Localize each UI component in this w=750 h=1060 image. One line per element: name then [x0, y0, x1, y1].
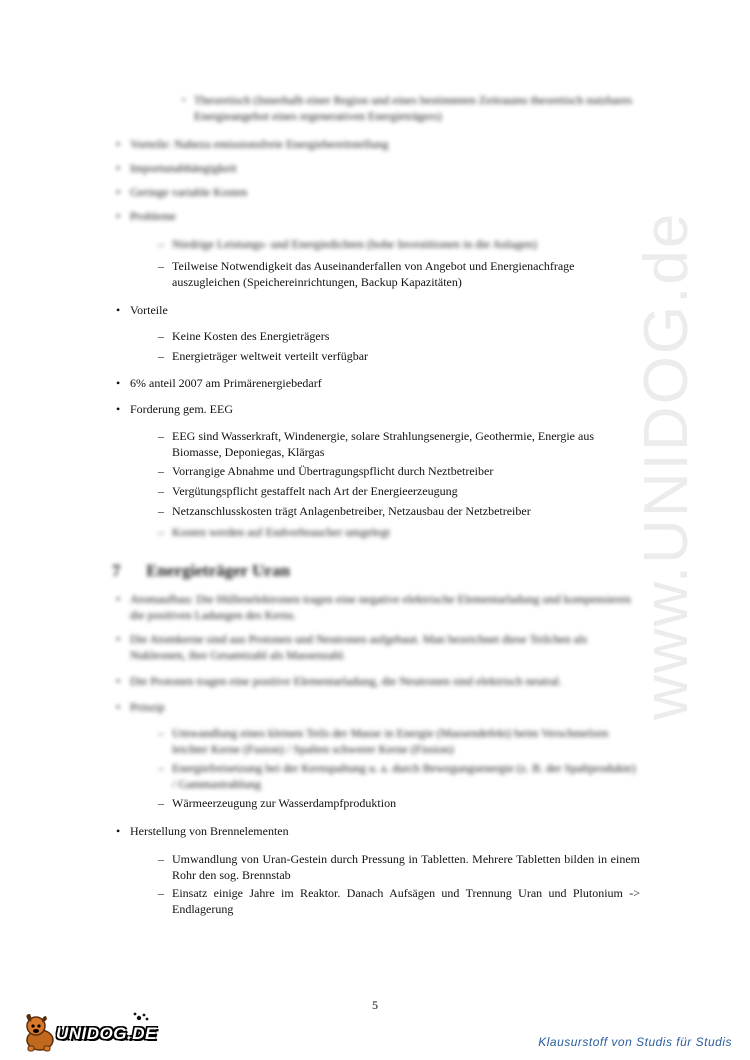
- sub-item-text: Theoretisch (Innerhalb einer Region und eines bestimmten Zeitraums theoretisch nutzbares Energieangebot eines regenerativen Energieträgers): [194, 93, 633, 123]
- item-text: Atomaufbau: Die Hüllenelektronen tragen eine negative elektrische Elementarladung und kompensieren die positiven Ladungen des Kerns.: [130, 592, 631, 622]
- item-text: Vorteile: Nahezu emissionsfreie Energiebereitstellung: [130, 137, 389, 151]
- bullet-icon: •: [116, 674, 121, 688]
- section-heading: [112, 561, 612, 581]
- bullet-icon: •: [116, 592, 121, 606]
- item-text: Probleme: [130, 209, 176, 223]
- item-text: Vorteile: [130, 303, 168, 317]
- dash-icon: –: [158, 484, 164, 498]
- dash-icon: –: [158, 852, 164, 866]
- list-item: [158, 885, 640, 917]
- bullet-icon: •: [116, 137, 121, 151]
- bullet-icon: •: [182, 95, 186, 105]
- bullet-icon: •: [116, 161, 121, 175]
- list-item: [116, 184, 640, 200]
- item-text: Energieträger weltweit verteilt verfügbar: [172, 349, 369, 363]
- dash-icon: –: [158, 464, 164, 478]
- dash-icon: –: [158, 504, 164, 518]
- dash-icon: –: [158, 349, 164, 363]
- item-text: Die Protonen tragen eine positive Elementarladung, die Neutronen sind elektrisch neutral.: [130, 674, 562, 688]
- list-item: [116, 699, 640, 715]
- list-item: [116, 302, 640, 318]
- dash-icon: –: [158, 886, 164, 900]
- list-item: [158, 760, 640, 792]
- bullet-icon: •: [116, 209, 121, 223]
- dash-icon: –: [158, 329, 164, 343]
- section-title: Energieträger Uran: [146, 561, 290, 580]
- list-item: [158, 258, 640, 290]
- dash-icon: –: [158, 796, 164, 810]
- list-item: [116, 375, 640, 391]
- item-text: Forderung gem. EEG: [130, 402, 233, 416]
- watermark: www.UNIDOG.de: [632, 211, 701, 720]
- item-text: Kosten werden auf Endverbraucher umgelegt: [172, 525, 390, 539]
- list-item: [158, 795, 640, 811]
- list-item: [182, 92, 640, 124]
- list-item: [116, 673, 640, 689]
- bullet-icon: •: [116, 700, 121, 714]
- bullet-icon: •: [116, 632, 121, 646]
- page-number: 5: [372, 998, 378, 1012]
- item-text: Importunabhängigkeit: [130, 161, 237, 175]
- item-text: Geringe variable Kosten: [130, 185, 248, 199]
- item-text: Teilweise Notwendigkeit das Auseinanderfallen von Angebot und Energienachfrage auszugleichen (Speichereinrichtungen, Backup Kapazitäten): [172, 259, 575, 289]
- item-text: 6% anteil 2007 am Primärenergiebedarf: [130, 376, 322, 390]
- footer-tagline: Klausurstoff von Studis für Studis: [538, 1035, 732, 1049]
- item-text: Umwandlung von Uran-Gestein durch Pressung in Tabletten. Mehrere Tabletten bilden in einem Rohr den sog. Brennstab: [172, 852, 640, 882]
- list-item: [116, 136, 640, 152]
- section-number: 7: [112, 561, 121, 580]
- item-text: Niedrige Leistungs- und Energiedichten (hohe Investitionen in die Anlagen): [172, 237, 538, 251]
- list-item: [158, 463, 640, 479]
- list-item: [158, 851, 640, 883]
- bullet-icon: •: [116, 402, 121, 416]
- list-item: [116, 631, 640, 663]
- item-text: Einsatz einige Jahre im Reaktor. Danach Aufsägen und Trennung Uran und Plutonium -> Endlagerung: [172, 886, 640, 916]
- bullet-icon: •: [116, 303, 121, 317]
- dash-icon: –: [158, 237, 164, 251]
- item-text: Die Atomkerne sind aus Protonen und Neutronen aufgebaut. Man bezeichnet diese Teilchen als Nukleonen, ihre Gesamtzahl als Massenzahl.: [130, 632, 588, 662]
- list-item: [158, 503, 640, 519]
- item-text: Vergütungspflicht gestaffelt nach Art der Energieerzeugung: [172, 484, 458, 498]
- list-item: [158, 483, 640, 499]
- item-text: Netzanschlusskosten trägt Anlagenbetreiber, Netzausbau der Netzbetreiber: [172, 504, 531, 518]
- list-item: [158, 428, 640, 460]
- list-item: [116, 401, 640, 417]
- list-item: [116, 208, 640, 224]
- dash-icon: –: [158, 259, 164, 273]
- item-text: Wärmeerzeugung zur Wasserdampfproduktion: [172, 796, 397, 810]
- item-text: EEG sind Wasserkraft, Windenergie, solare Strahlungsenergie, Geothermie, Energie aus Biomasse, Deponiegas, Klärgas: [172, 429, 594, 459]
- dash-icon: –: [158, 726, 164, 740]
- item-text: Umwandlung eines kleinen Teils der Masse in Energie (Massendefekt) beim Verschmelzen leichter Kerne (Fusion) / Spalten schwerer Kerne (Fission): [172, 726, 609, 756]
- list-item: [158, 725, 640, 757]
- dash-icon: –: [158, 525, 164, 539]
- list-item: [158, 328, 640, 344]
- item-text: Keine Kosten des Energieträgers: [172, 329, 330, 343]
- item-text: Prinzip: [130, 700, 165, 714]
- list-item: [158, 236, 640, 252]
- bullet-icon: •: [116, 185, 121, 199]
- bullet-icon: •: [116, 824, 121, 838]
- list-item: [158, 348, 640, 364]
- list-item: [116, 823, 640, 839]
- bullet-icon: •: [116, 376, 121, 390]
- list-item: [116, 160, 640, 176]
- dash-icon: –: [158, 761, 164, 775]
- item-text: Energiefreisetzung bei der Kernspaltung u. a. durch Bewegungsenergie (z. B. der Spaltprodukte) / Gammastrahlung: [172, 761, 636, 791]
- unidog-logo-text: UNIDOG.DE: [56, 1024, 157, 1043]
- item-text: Vorrangige Abnahme und Übertragungspflicht durch Neztbetreiber: [172, 464, 494, 478]
- dash-icon: –: [158, 429, 164, 443]
- item-text: Herstellung von Brennelementen: [130, 824, 289, 838]
- list-item: [116, 591, 640, 623]
- list-item: [158, 524, 640, 540]
